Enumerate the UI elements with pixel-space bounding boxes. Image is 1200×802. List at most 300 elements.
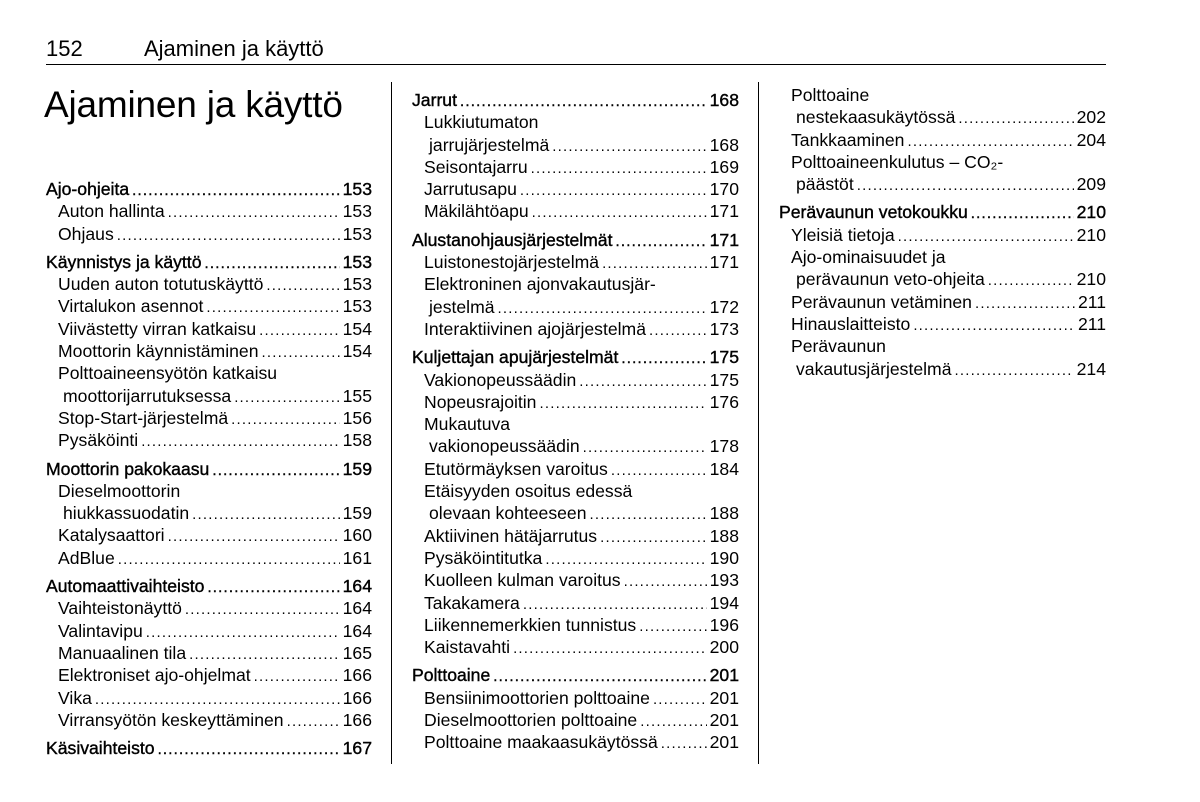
toc-entry-page: 209 xyxy=(1076,174,1106,195)
column-divider-2 xyxy=(758,82,759,764)
dot-leader xyxy=(523,594,707,616)
toc-entry-row xyxy=(46,642,372,664)
toc-entry[interactable] xyxy=(779,224,1106,246)
toc-entry[interactable] xyxy=(779,84,1106,129)
toc-entry-page: 210 xyxy=(1076,224,1106,245)
toc-entry[interactable] xyxy=(46,200,372,222)
toc-section-page: 153 xyxy=(342,251,372,272)
toc-entry[interactable] xyxy=(779,129,1106,151)
toc-entry-label: Nopeusrajoitin xyxy=(424,391,537,412)
toc-entry-row xyxy=(412,391,739,413)
dot-leader xyxy=(532,202,707,224)
toc-entry-label: Takakamera xyxy=(424,592,520,613)
toc-section xyxy=(412,89,739,223)
toc-entry[interactable] xyxy=(412,391,739,413)
dot-leader xyxy=(254,666,340,688)
toc-section-title: Moottorin pakokaasu xyxy=(46,458,210,479)
toc-entry[interactable] xyxy=(412,480,739,525)
toc-entry-row xyxy=(779,224,1106,246)
toc-entry-page: 211 xyxy=(1077,291,1106,312)
toc-entry-label: Moottorin käynnistäminen xyxy=(58,341,259,362)
toc-entry[interactable] xyxy=(46,547,372,569)
toc-section-heading[interactable] xyxy=(46,251,372,273)
dot-leader xyxy=(898,226,1074,248)
toc-entry[interactable] xyxy=(412,614,739,636)
toc-entry-label: Bensiinimoottorien polttoaine xyxy=(424,687,650,708)
toc-section-heading[interactable] xyxy=(46,178,372,200)
toc-entry-row xyxy=(46,318,372,340)
dot-leader xyxy=(493,666,706,688)
toc-entry-page: 196 xyxy=(709,614,739,635)
toc-entry-label: Perävaunun vetäminen xyxy=(791,291,972,312)
toc-entry-row xyxy=(46,502,372,524)
toc-entry-line: Lukkiutumaton xyxy=(424,112,539,133)
toc-section-heading[interactable] xyxy=(412,664,739,686)
toc-entry-page: 168 xyxy=(709,134,739,155)
toc-section xyxy=(779,84,1106,195)
toc-entry[interactable] xyxy=(412,156,739,178)
toc-entry[interactable] xyxy=(46,340,372,362)
toc-entry-line: Etäisyyden osoitus edessä xyxy=(424,481,633,502)
toc-entry-page: 210 xyxy=(1076,269,1106,290)
toc-entry-page: 204 xyxy=(1076,129,1106,150)
toc-entry-row xyxy=(46,597,372,619)
dot-leader xyxy=(590,504,707,526)
toc-entry-label: Uuden auton totutuskäyttö xyxy=(58,274,264,295)
toc-entry-page: 156 xyxy=(342,407,372,428)
dot-leader xyxy=(661,733,707,755)
toc-section-page: 175 xyxy=(709,347,739,368)
dot-leader xyxy=(649,320,707,342)
toc-entry[interactable] xyxy=(412,569,739,591)
toc-entry[interactable] xyxy=(46,620,372,642)
dot-leader xyxy=(520,180,707,202)
toc-entry[interactable] xyxy=(412,731,739,753)
toc-entry-row xyxy=(412,614,739,636)
toc-section-title: Käynnistys ja käyttö xyxy=(46,251,202,272)
toc-entry-line: Ajo-ominaisuudet ja xyxy=(791,247,946,268)
toc-entry-row xyxy=(412,547,739,569)
toc-entry[interactable] xyxy=(412,592,739,614)
toc-entry-row xyxy=(412,592,739,614)
toc-entry-label: Ohjaus xyxy=(58,223,114,244)
toc-entry[interactable] xyxy=(46,709,372,731)
toc-entry-label: Vaihteistonäyttö xyxy=(58,598,182,619)
toc-entry[interactable] xyxy=(46,597,372,619)
dot-leader xyxy=(583,437,707,459)
dot-leader xyxy=(971,203,1074,225)
toc-entry[interactable] xyxy=(46,687,372,709)
toc-entry[interactable] xyxy=(46,295,372,317)
dot-leader xyxy=(639,616,706,638)
dot-leader xyxy=(954,360,1073,382)
toc-entry[interactable] xyxy=(46,318,372,340)
toc-entry[interactable] xyxy=(46,273,372,295)
toc-entry-label: Interaktiivinen ajojärjestelmä xyxy=(424,318,646,339)
toc-entry-page: 153 xyxy=(342,223,372,244)
toc-entry-row xyxy=(779,358,1106,380)
toc-section-page: 153 xyxy=(342,179,372,199)
toc-entry-row xyxy=(412,458,739,480)
toc-entry-label: Luistonestojärjestelmä xyxy=(424,252,600,273)
toc-section xyxy=(412,346,739,658)
toc-entry-row xyxy=(412,156,739,178)
toc-entry-label: Stop-Start-järjestelmä xyxy=(58,407,229,428)
toc-entry-page: 154 xyxy=(342,318,372,339)
toc-entry-label: Yleisiä tietoja xyxy=(791,224,895,245)
dot-leader xyxy=(907,131,1073,153)
toc-entry-label: perävaunun veto-ohjeita xyxy=(796,269,985,290)
dot-leader xyxy=(857,175,1074,197)
toc-entry-page: 153 xyxy=(342,296,372,317)
dot-leader xyxy=(259,320,339,342)
toc-entry-label: Dieselmoottorien polttoaine xyxy=(424,710,638,731)
toc-entry-page: 153 xyxy=(342,201,372,222)
toc-entry-label: hiukkassuodatin xyxy=(63,503,190,524)
toc-entry-row xyxy=(412,134,739,156)
dot-leader xyxy=(498,298,707,320)
toc-entry[interactable] xyxy=(412,369,739,391)
dot-leader xyxy=(146,622,340,644)
toc-entry-row xyxy=(412,296,739,318)
toc-entry-row xyxy=(412,709,739,731)
dot-leader xyxy=(653,689,707,711)
dot-leader xyxy=(204,253,339,275)
dot-leader xyxy=(261,342,339,364)
toc-entry-label: Hinauslaitteisto xyxy=(791,313,911,334)
header-rule xyxy=(46,64,1106,65)
toc-section-page: 210 xyxy=(1076,202,1106,223)
toc-entry-page: 214 xyxy=(1076,358,1106,379)
toc-section xyxy=(46,737,372,759)
toc-section xyxy=(412,664,739,753)
toc-entry-row xyxy=(46,273,372,295)
dot-leader xyxy=(958,108,1073,130)
toc-entry-label: moottorijarrutuksessa xyxy=(63,385,232,406)
toc-section-heading[interactable] xyxy=(779,201,1106,223)
toc-entry-row xyxy=(779,313,1106,335)
toc-entry-row xyxy=(46,620,372,642)
toc-entry-page: 201 xyxy=(709,732,739,753)
toc-entry[interactable] xyxy=(779,291,1106,313)
toc-entry-label: Mäkilähtöapu xyxy=(424,201,529,222)
toc-section-heading[interactable] xyxy=(46,737,372,759)
toc-entry-page: 190 xyxy=(709,547,739,568)
toc-entry-row xyxy=(779,106,1106,128)
toc-entry-page: 159 xyxy=(342,503,372,524)
toc-entry[interactable] xyxy=(412,709,739,731)
toc-section-page: 171 xyxy=(709,229,739,250)
toc-entry-page: 170 xyxy=(709,179,739,200)
toc-entry-page: 161 xyxy=(342,547,372,568)
toc-entry[interactable] xyxy=(412,636,739,658)
toc-entry[interactable] xyxy=(46,524,372,546)
dot-leader xyxy=(117,225,340,247)
toc-section-title: Jarrut xyxy=(412,90,457,110)
toc-entry-label: Vika xyxy=(58,687,92,708)
toc-entry-page: 176 xyxy=(709,391,739,412)
dot-leader xyxy=(168,202,340,224)
toc-entry-page: 194 xyxy=(709,592,739,613)
dot-leader xyxy=(141,431,339,453)
toc-entry-page: 165 xyxy=(342,642,372,663)
toc-entry-label: Virransyötön keskeyttäminen xyxy=(58,709,284,730)
toc-entry[interactable] xyxy=(412,251,739,273)
toc-entry[interactable] xyxy=(46,362,372,407)
toc-entry-label: Kaistavahti xyxy=(424,637,511,658)
dot-leader xyxy=(460,91,707,113)
dot-leader xyxy=(287,711,340,733)
dot-leader xyxy=(231,409,340,431)
toc-entry-label: jarrujärjestelmä xyxy=(429,134,550,155)
toc-entry-row xyxy=(46,429,372,451)
toc-entry-line: Polttoaine xyxy=(791,85,870,105)
toc-section-title: Automaattivaihteisto xyxy=(46,576,205,597)
toc-entry-line: Polttoaineensyötön katkaisu xyxy=(58,363,278,384)
toc-entry-page: 164 xyxy=(342,598,372,619)
toc-entry[interactable] xyxy=(412,458,739,480)
toc-entry-label: Elektroniset ajo-ohjelmat xyxy=(58,665,251,686)
dot-leader xyxy=(611,460,707,482)
toc-entry-row xyxy=(46,709,372,731)
toc-section-heading[interactable] xyxy=(46,575,372,597)
toc-entry-page: 166 xyxy=(342,665,372,686)
toc-entry-row xyxy=(46,340,372,362)
dot-leader xyxy=(975,293,1075,315)
toc-entry-row xyxy=(46,200,372,222)
toc-entry-label: olevaan kohteeseen xyxy=(429,503,587,524)
toc-entry-row xyxy=(412,731,739,753)
toc-entry-row xyxy=(46,547,372,569)
dot-leader xyxy=(913,315,1075,337)
toc-entry-label: nestekaasukäytössä xyxy=(796,107,956,128)
toc-entry[interactable] xyxy=(412,178,739,200)
toc-entry-page: 164 xyxy=(342,620,372,641)
dot-leader xyxy=(185,599,340,621)
toc-entry-row xyxy=(412,502,739,524)
dot-leader xyxy=(513,638,707,660)
toc-section-heading[interactable] xyxy=(412,89,739,111)
toc-entry-line: Perävaunun xyxy=(791,336,886,357)
toc-section-title: Ajo-ohjeita xyxy=(46,179,130,199)
toc-entry-label: Liikennemerkkien tunnistus xyxy=(424,614,637,635)
toc-entry-label: Pysäköinti xyxy=(58,430,139,451)
toc-entry-row xyxy=(412,200,739,222)
toc-entry-row xyxy=(46,687,372,709)
toc-section-title: Kuljettajan apujärjestelmät xyxy=(412,347,619,368)
toc-entry-page: 171 xyxy=(709,252,739,273)
toc-entry-page: 178 xyxy=(709,436,739,457)
dot-leader xyxy=(168,526,340,548)
toc-entry-label: jestelmä xyxy=(429,296,495,317)
toc-entry-label: Viivästetty virran katkaisu xyxy=(58,318,257,339)
toc-entry-page: 173 xyxy=(709,318,739,339)
toc-entry-label: Vakionopeussäädin xyxy=(424,369,577,390)
toc-entry[interactable] xyxy=(412,525,739,547)
toc-section-heading[interactable] xyxy=(412,346,739,368)
toc-entry[interactable] xyxy=(412,318,739,340)
dot-leader xyxy=(539,393,706,415)
toc-entry-page: 188 xyxy=(709,503,739,524)
toc-entry-label: päästöt xyxy=(796,174,854,195)
toc-entry[interactable] xyxy=(46,407,372,429)
toc-section-page: 159 xyxy=(342,458,372,479)
toc-entry[interactable] xyxy=(779,151,1106,196)
toc-entry-row xyxy=(412,636,739,658)
dot-leader xyxy=(118,549,340,571)
dot-leader xyxy=(212,460,339,482)
toc-entry-label: Kuolleen kulman varoitus xyxy=(424,570,621,591)
toc-entry-row xyxy=(46,385,372,407)
toc-entry[interactable] xyxy=(412,687,739,709)
toc-entry-page: 184 xyxy=(709,458,739,479)
toc-entry-row xyxy=(46,407,372,429)
dot-leader xyxy=(266,275,339,297)
dot-leader xyxy=(95,689,340,711)
toc-entry-row xyxy=(779,129,1106,151)
toc-entry[interactable] xyxy=(412,413,739,458)
dot-leader xyxy=(158,739,340,761)
toc-entry-line: Polttoaineenkulutus – CO₂- xyxy=(791,151,1004,172)
dot-leader xyxy=(132,180,340,202)
toc-entry-label: Tankkaaminen xyxy=(791,129,905,150)
toc-section-title: Polttoaine xyxy=(412,665,491,686)
toc-entry[interactable] xyxy=(412,200,739,222)
dot-leader xyxy=(615,231,706,253)
toc-entry-label: Polttoaine maakaasukäytössä xyxy=(424,732,658,753)
toc-section-page: 168 xyxy=(709,90,739,110)
toc-column-2 xyxy=(412,89,739,760)
toc-entry-label: vakautusjärjestelmä xyxy=(796,358,952,379)
toc-entry[interactable] xyxy=(46,480,372,525)
toc-entry-page: 201 xyxy=(709,687,739,708)
toc-section-page: 167 xyxy=(342,738,372,759)
toc-entry-page: 171 xyxy=(709,201,739,222)
toc-entry[interactable] xyxy=(779,313,1106,335)
toc-section-heading[interactable] xyxy=(46,458,372,480)
toc-section-page: 164 xyxy=(342,576,372,597)
page-title: Ajaminen ja käyttö xyxy=(44,84,343,125)
toc-entry-row xyxy=(412,369,739,391)
toc-entry-page: 153 xyxy=(342,274,372,295)
toc-entry-line: Mukautuva xyxy=(424,414,511,435)
toc-section xyxy=(46,178,372,245)
toc-entry[interactable] xyxy=(46,223,372,245)
toc-entry-label: Aktiivinen hätäjarrutus xyxy=(424,525,598,546)
toc-section xyxy=(46,575,372,731)
column-divider-1 xyxy=(391,82,392,764)
toc-entry-label: Valintavipu xyxy=(58,620,143,641)
toc-entry-label: vakionopeussäädin xyxy=(429,436,580,457)
toc-section xyxy=(779,201,1106,379)
toc-column-1 xyxy=(46,178,372,765)
dot-leader xyxy=(531,158,707,180)
toc-entry-line: Dieselmoottorin xyxy=(58,480,181,501)
toc-entry-label: Virtalukon asennot xyxy=(58,296,204,317)
toc-entry-label: Manuaalinen tila xyxy=(58,642,187,663)
toc-entry-row xyxy=(779,173,1106,195)
toc-section xyxy=(46,251,372,452)
toc-entry-label: Jarrutusapu xyxy=(424,179,517,200)
running-header xyxy=(46,36,324,62)
toc-entry-row xyxy=(779,291,1106,313)
running-title: Ajaminen ja käyttö xyxy=(144,36,324,61)
toc-entry[interactable] xyxy=(46,664,372,686)
toc-entry-label: Seisontajarru xyxy=(424,156,528,177)
toc-entry-row xyxy=(412,569,739,591)
dot-leader xyxy=(552,136,706,158)
toc-entry-page: 169 xyxy=(709,156,739,177)
dot-leader xyxy=(189,644,340,666)
dot-leader xyxy=(545,549,706,571)
toc-entry-row xyxy=(412,525,739,547)
toc-entry-label: Katalysaattori xyxy=(58,525,165,546)
dot-leader xyxy=(234,387,339,409)
toc-entry[interactable] xyxy=(412,547,739,569)
toc-entry-line: Elektroninen ajonvakautusjär- xyxy=(424,274,656,295)
toc-entry-row xyxy=(412,251,739,273)
toc-entry-page: 188 xyxy=(709,525,739,546)
toc-entry-label: Etutörmäyksen varoitus xyxy=(424,458,608,479)
toc-entry-label: Auton hallinta xyxy=(58,201,165,222)
dot-leader xyxy=(600,527,707,549)
toc-entry-page: 175 xyxy=(709,369,739,390)
toc-entry-page: 154 xyxy=(342,341,372,362)
toc-entry[interactable] xyxy=(412,111,739,156)
toc-entry[interactable] xyxy=(412,273,739,318)
dot-leader xyxy=(988,270,1074,292)
toc-section-title: Käsivaihteisto xyxy=(46,738,155,759)
dot-leader xyxy=(207,577,339,599)
toc-entry-page: 202 xyxy=(1076,107,1106,128)
toc-entry-row xyxy=(412,435,739,457)
toc-entry[interactable] xyxy=(779,335,1106,380)
toc-section-page: 201 xyxy=(709,665,739,686)
toc-entry-row xyxy=(46,295,372,317)
toc-entry-page: 172 xyxy=(709,296,739,317)
dot-leader xyxy=(579,371,706,393)
toc-section-title: Alustanohjausjärjestelmät xyxy=(412,229,613,250)
toc-section-heading[interactable] xyxy=(412,229,739,251)
toc-entry-label: Pysäköintitutka xyxy=(424,547,543,568)
dot-leader xyxy=(640,711,706,733)
toc-entry-row xyxy=(412,178,739,200)
toc-entry[interactable] xyxy=(46,642,372,664)
toc-section xyxy=(412,229,739,340)
toc-entry-row xyxy=(46,524,372,546)
toc-entry-row xyxy=(779,268,1106,290)
toc-entry-page: 155 xyxy=(342,385,372,406)
toc-entry-page: 166 xyxy=(342,709,372,730)
toc-section-title: Perävaunun vetokoukku xyxy=(779,202,968,223)
toc-entry-page: 201 xyxy=(709,710,739,731)
toc-entry-page: 166 xyxy=(342,687,372,708)
dot-leader xyxy=(621,348,706,370)
dot-leader xyxy=(192,504,339,526)
toc-entry-label: AdBlue xyxy=(58,547,115,568)
dot-leader xyxy=(602,253,707,275)
toc-entry[interactable] xyxy=(779,246,1106,291)
toc-entry[interactable] xyxy=(46,429,372,451)
toc-entry-page: 200 xyxy=(709,637,739,658)
dot-leader xyxy=(624,571,707,593)
dot-leader xyxy=(206,297,339,319)
toc-entry-row xyxy=(412,318,739,340)
toc-entry-page: 193 xyxy=(709,570,739,591)
toc-entry-row xyxy=(46,664,372,686)
toc-section xyxy=(46,458,372,569)
page-number: 152 xyxy=(46,36,83,61)
